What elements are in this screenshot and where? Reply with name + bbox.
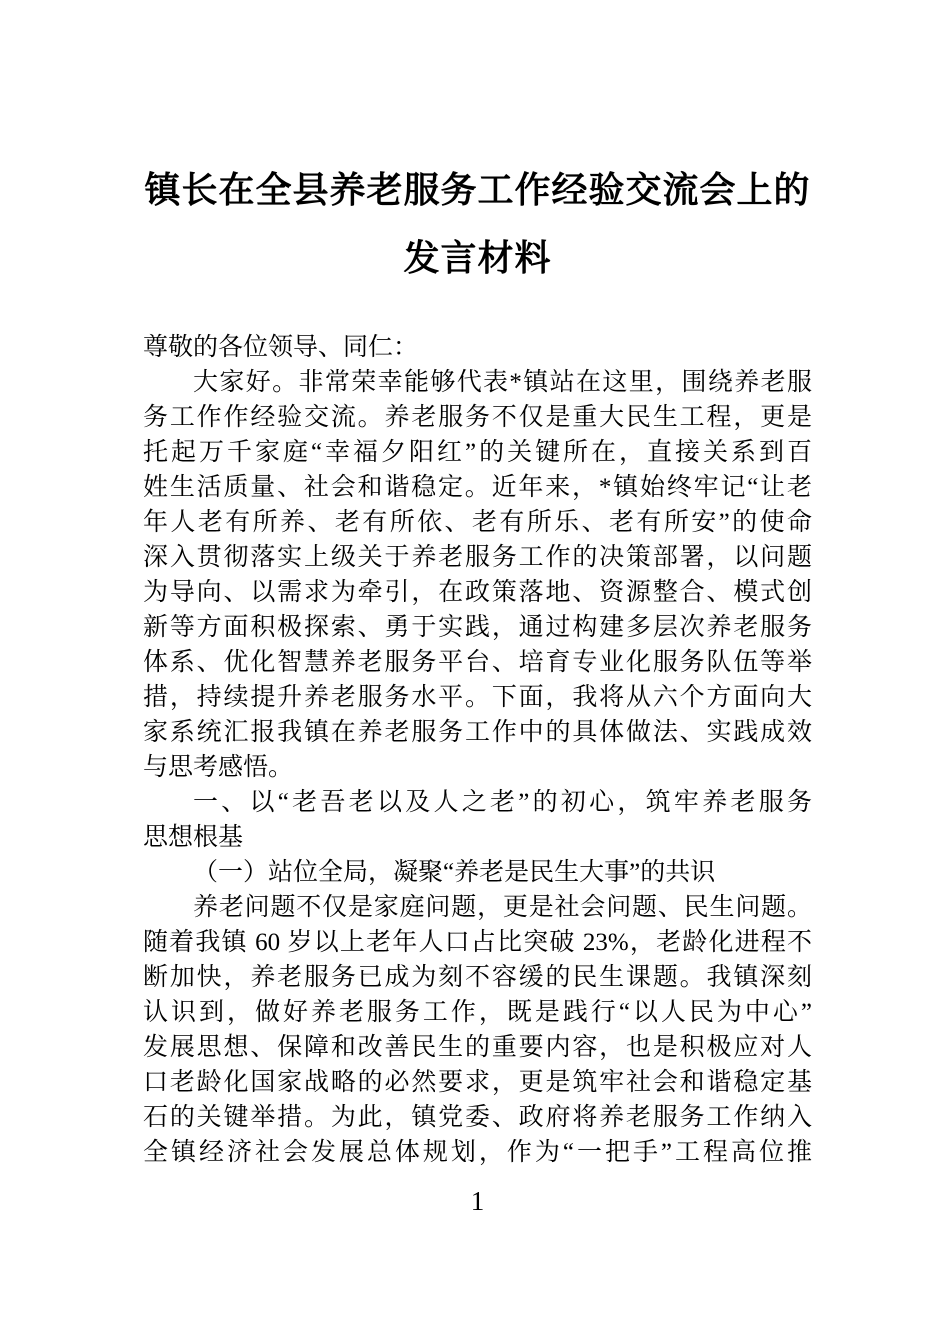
body-line: 随着我镇 60 岁以上老年人口占比突破 23%，老龄化进程不 <box>143 929 812 956</box>
document-body <box>143 330 812 1170</box>
body-line: 措，持续提升养老服务水平。下面，我将从六个方面向大 <box>143 684 812 711</box>
body-line: 家系统汇报我镇在养老服务工作中的具体做法、实践成效 <box>143 719 812 746</box>
body-line: 体系、优化智慧养老服务平台、培育专业化服务队伍等举 <box>143 649 812 676</box>
body-line: 年人老有所养、老有所依、老有所乐、老有所安”的使命 <box>143 509 812 536</box>
body-line: 新等方面积极探索、勇于实践，通过构建多层次养老服务 <box>143 614 812 641</box>
body-line: 石的关键举措。为此，镇党委、政府将养老服务工作纳入 <box>143 1104 812 1131</box>
body-line: 深入贯彻落实上级关于养老服务工作的决策部署，以问题 <box>143 544 812 571</box>
section-heading-line: 思想根基 <box>143 824 244 851</box>
body-line: 与思考感悟。 <box>143 754 294 781</box>
body-line: 为导向、以需求为牵引，在政策落地、资源整合、模式创 <box>143 579 812 606</box>
title-line-1: 镇长在全县养老服务工作经验交流会上的 <box>144 170 811 210</box>
body-line: 断加快，养老服务已成为刻不容缓的民生课题。我镇深刻 <box>143 964 812 991</box>
body-line: 认识到，做好养老服务工作，既是践行“以人民为中心” <box>143 999 812 1026</box>
document-title <box>143 156 812 292</box>
body-line: 托起万千家庭“幸福夕阳红”的关键所在，直接关系到百 <box>143 439 812 466</box>
body-line: 养老问题不仅是家庭问题，更是社会问题、民生问题。 <box>193 894 812 921</box>
page-number: 1 <box>470 1186 485 1216</box>
section-heading-line: 一、以“老吾老以及人之老”的初心，筑牢养老服务 <box>193 789 812 816</box>
body-line: 全镇经济社会发展总体规划，作为“一把手”工程高位推 <box>143 1139 812 1166</box>
subsection-heading-line: （一）站位全局，凝聚“养老是民生大事”的共识 <box>193 859 716 886</box>
body-line: 姓生活质量、社会和谐稳定。近年来，*镇始终牢记“让老 <box>143 474 812 501</box>
salutation-line: 尊敬的各位领导、同仁： <box>143 334 419 361</box>
body-line: 务工作作经验交流。养老服务不仅是重大民生工程，更是 <box>143 404 812 431</box>
body-line: 发展思想、保障和改善民生的重要内容，也是积极应对人 <box>143 1034 812 1061</box>
body-line: 口老龄化国家战略的必然要求，更是筑牢社会和谐稳定基 <box>143 1069 812 1096</box>
body-line: 大家好。非常荣幸能够代表*镇站在这里，围绕养老服 <box>193 369 812 396</box>
title-line-2: 发言材料 <box>403 238 552 278</box>
